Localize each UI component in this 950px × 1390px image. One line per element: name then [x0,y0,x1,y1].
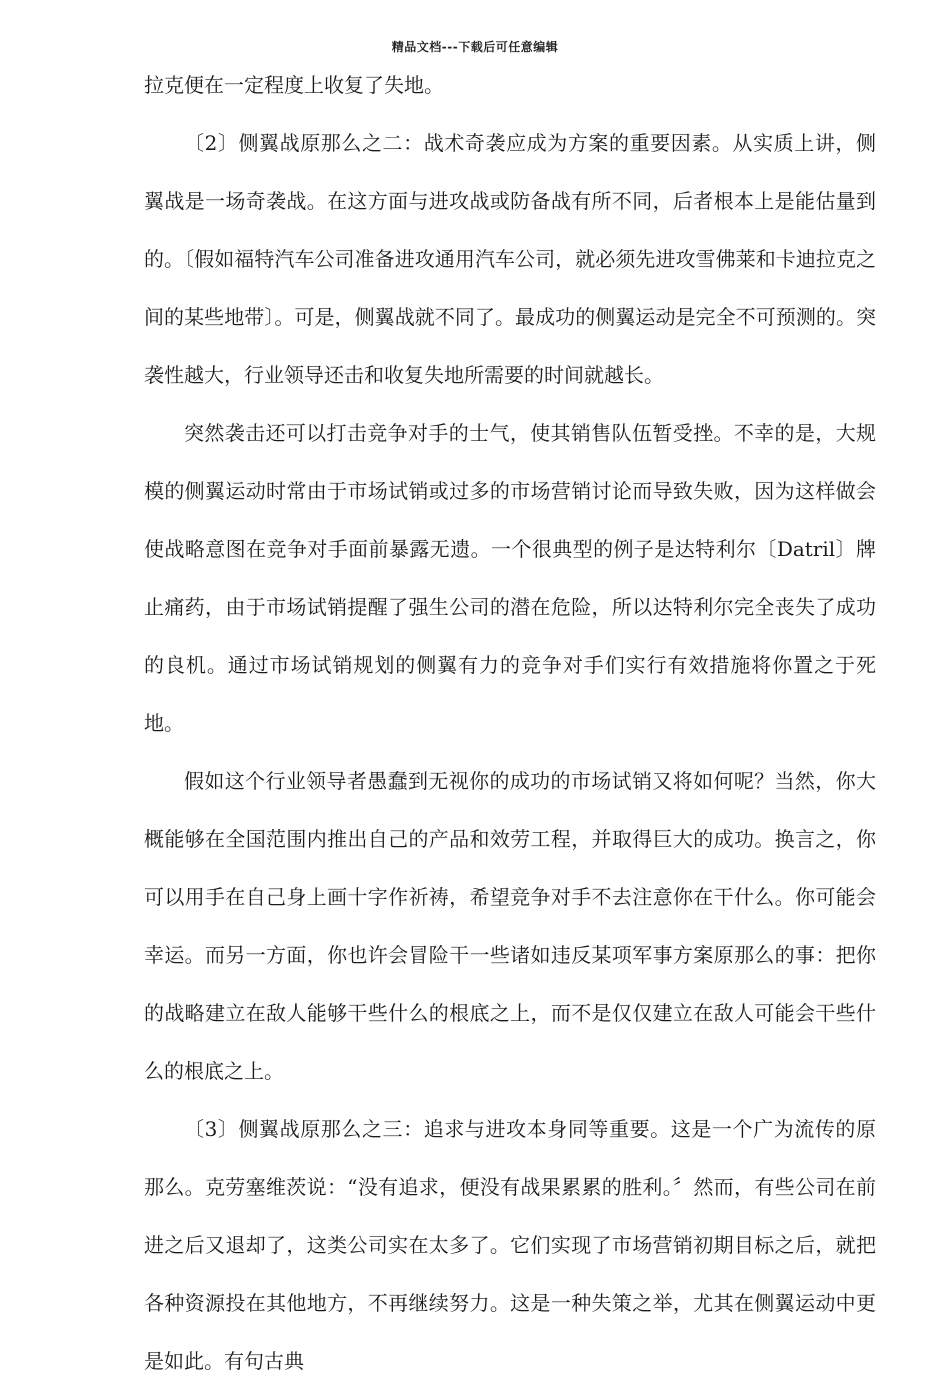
page-header: 精品文档---下载后可任意编辑 [391,40,559,54]
document-body [144,56,876,1390]
paragraph-surprise-attack: 突然袭击还可以打击竞争对手的士气，使其销售队伍暂受挫。不幸的是，大规模的侧翼运动时常由于市场试销或过多的市场营销讨论而导致失败，因为这样做会使战略意图在竞争对手面前暴露无遗。一个很典型的例子是达特利尔〔Datril〕牌止痛药，由于市场试销提醒了强生公司的潜在危险，所以达特利尔完全丧失了成功的良机。通过市场试销规划的侧翼有力的竞争对手们实行有效措施将你置之于死地。 [144,421,876,735]
paragraph-flanking-principle-2: 〔2〕侧翼战原那么之二：战术奇袭应成为方案的重要因素。从实质上讲，侧翼战是一场奇袭战。在这方面与进攻战或防备战有所不同，后者根本上是能估量到的。〔假如福特汽车公司准备进攻通用汽车公司，就必须先进攻雪佛莱和卡迪拉克之间的某些地带〕。可是，侧翼战就不同了。最成功的侧翼运动是完全不可预测的。突袭性越大，行业领导还击和收复失地所需要的时间就越长。 [144,131,876,387]
paragraph-industry-leader: 假如这个行业领导者愚蠢到无视你的成功的市场试销又将如何呢？当然，你大概能够在全国范围内推出自己的产品和效劳工程，并取得巨大的成功。换言之，你可以用手在自己身上画十字作祈祷，希望竞争对手不去注意你在干什么。你可能会幸运。而另一方面，你也许会冒险干一些诸如违反某项军事方案原那么的事：把你的战略建立在敌人能够干些什么的根底之上，而不是仅仅建立在敌人可能会干些什么的根底之上。 [144,769,876,1083]
paragraph-continuation: 拉克便在一定程度上收复了失地。 [144,73,444,97]
paragraph-flanking-principle-3: 〔3〕侧翼战原那么之三：追求与进攻本身同等重要。这是一个广为流传的原那么。克劳塞维茨说：“没有追求，便没有战果累累的胜利。〞然而，有些公司在前进之后又退却了，这类公司实在太多了。它们实现了市场营销初期目标之后，就把各种资源投在其他地方，不再继续努力。这是一种失策之举，尤其在侧翼运动中更是如此。有句古典 [144,1117,876,1373]
